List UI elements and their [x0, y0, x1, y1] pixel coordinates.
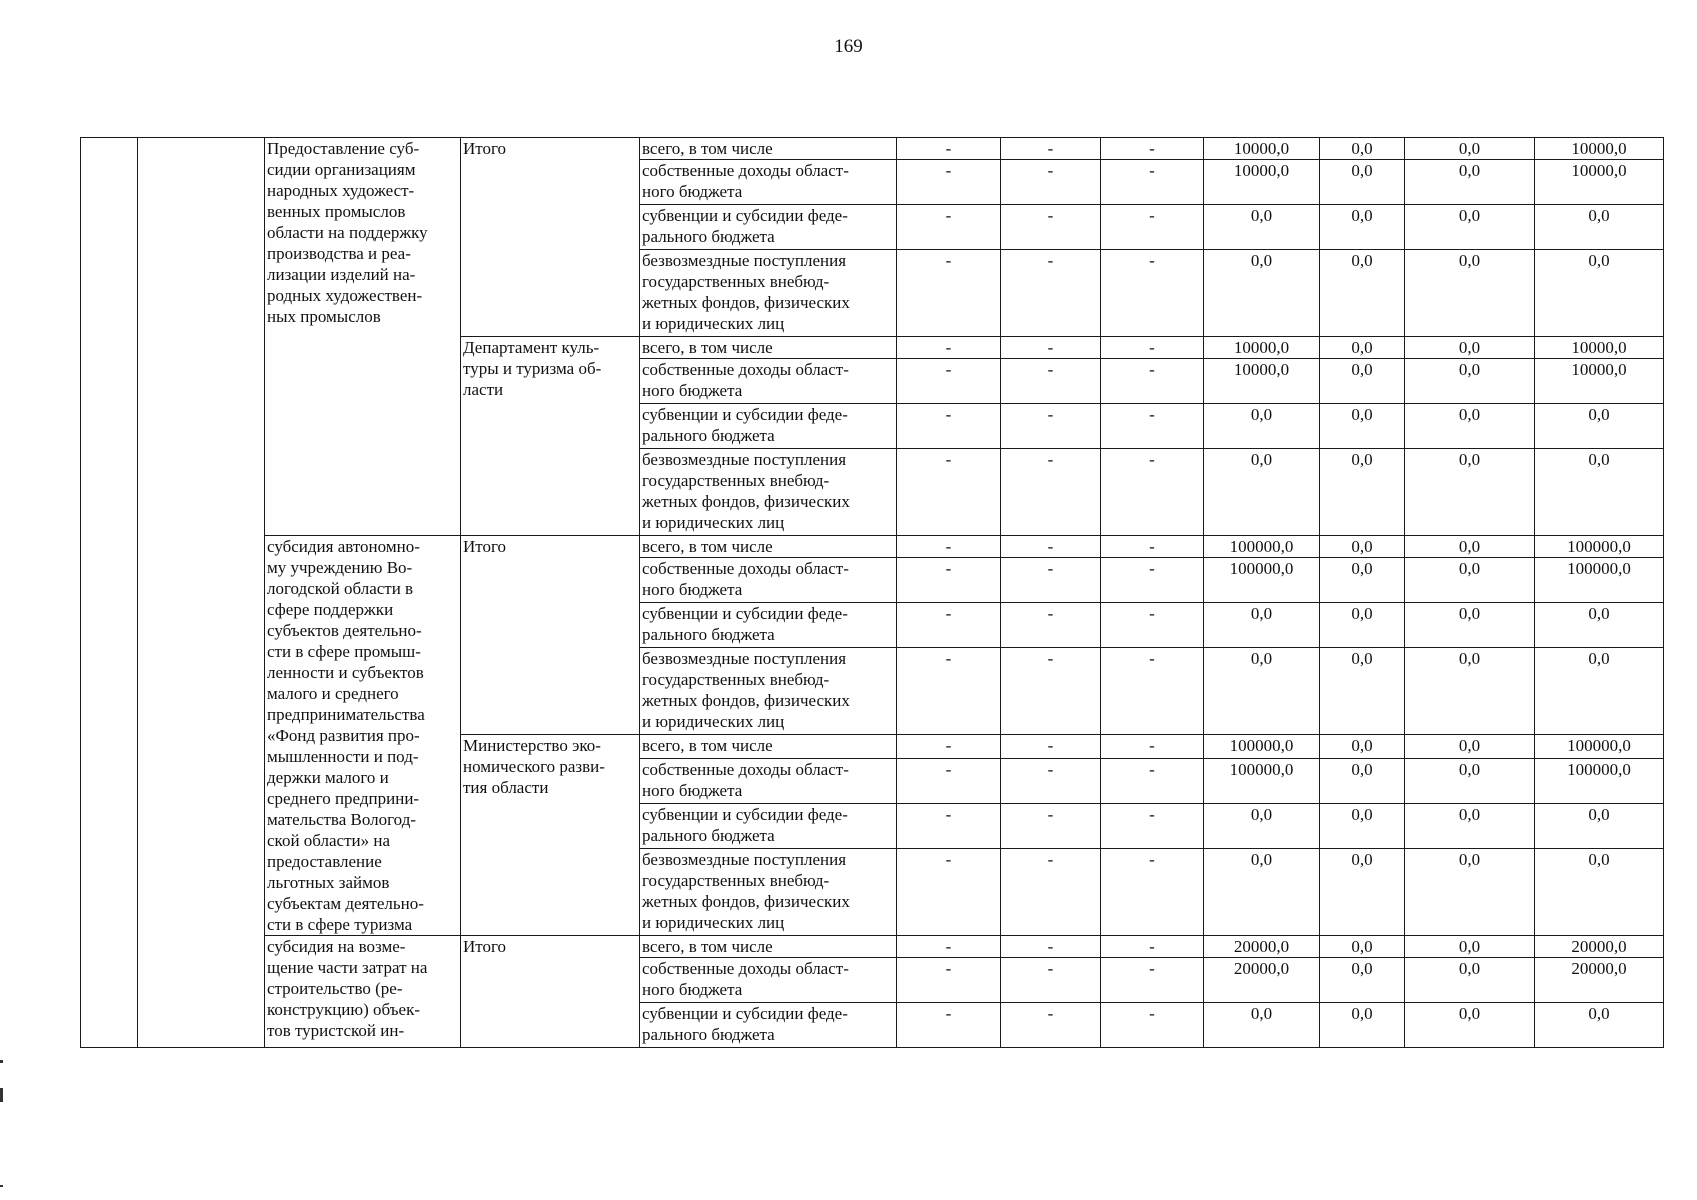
amount-cell: 0,0 — [1320, 759, 1405, 804]
empty-value-dash: - — [1001, 1003, 1101, 1048]
empty-value-dash: - — [1101, 804, 1204, 849]
empty-value-dash: - — [897, 160, 1001, 205]
amount-cell: 0,0 — [1535, 449, 1664, 536]
amount-cell: 0,0 — [1405, 759, 1535, 804]
amount-cell: 100000,0 — [1204, 735, 1320, 759]
empty-value-dash: - — [1001, 404, 1101, 449]
amount-cell: 0,0 — [1405, 1003, 1535, 1048]
number-cell — [81, 138, 138, 1048]
amount-cell: 0,0 — [1405, 138, 1535, 160]
code-cell — [138, 138, 265, 1048]
empty-value-dash: - — [897, 404, 1001, 449]
empty-value-dash: - — [1101, 449, 1204, 536]
funding-source: субвенции и субсидии феде- рального бюджета — [640, 804, 897, 849]
empty-value-dash: - — [897, 250, 1001, 337]
amount-cell: 0,0 — [1320, 160, 1405, 205]
amount-cell: 0,0 — [1204, 205, 1320, 250]
amount-cell: 0,0 — [1320, 536, 1405, 558]
amount-cell: 100000,0 — [1535, 759, 1664, 804]
amount-cell: 0,0 — [1405, 936, 1535, 958]
amount-cell: 10000,0 — [1204, 160, 1320, 205]
amount-cell: 0,0 — [1320, 449, 1405, 536]
amount-cell: 0,0 — [1204, 603, 1320, 648]
empty-value-dash: - — [897, 449, 1001, 536]
amount-cell: 0,0 — [1405, 603, 1535, 648]
empty-value-dash: - — [1001, 337, 1101, 359]
amount-cell: 0,0 — [1405, 536, 1535, 558]
empty-value-dash: - — [1101, 160, 1204, 205]
amount-cell: 0,0 — [1405, 359, 1535, 404]
amount-cell: 0,0 — [1405, 804, 1535, 849]
funding-source: всего, в том числе — [640, 936, 897, 958]
amount-cell: 0,0 — [1320, 603, 1405, 648]
empty-value-dash: - — [1101, 603, 1204, 648]
empty-value-dash: - — [1101, 359, 1204, 404]
amount-cell: 100000,0 — [1204, 759, 1320, 804]
amount-cell: 0,0 — [1535, 205, 1664, 250]
empty-value-dash: - — [1001, 449, 1101, 536]
amount-cell: 0,0 — [1405, 205, 1535, 250]
table-row — [81, 138, 1664, 160]
amount-cell: 100000,0 — [1535, 558, 1664, 603]
scan-edge-mark — [0, 1185, 3, 1187]
executor-name: Департамент куль- туры и туризма об- ласти — [461, 337, 640, 536]
amount-cell: 20000,0 — [1204, 936, 1320, 958]
amount-cell: 0,0 — [1535, 849, 1664, 936]
amount-cell: 0,0 — [1535, 250, 1664, 337]
page-number: 169 — [834, 36, 863, 57]
amount-cell: 10000,0 — [1535, 160, 1664, 205]
empty-value-dash: - — [1101, 250, 1204, 337]
funding-source: собственные доходы област- ного бюджета — [640, 958, 897, 1003]
funding-source: всего, в том числе — [640, 337, 897, 359]
funding-source: собственные доходы област- ного бюджета — [640, 558, 897, 603]
amount-cell: 0,0 — [1405, 648, 1535, 735]
amount-cell: 0,0 — [1320, 849, 1405, 936]
amount-cell: 10000,0 — [1535, 138, 1664, 160]
amount-cell: 100000,0 — [1204, 536, 1320, 558]
empty-value-dash: - — [1001, 138, 1101, 160]
amount-cell: 0,0 — [1320, 205, 1405, 250]
funding-source: безвозмездные поступления государственных внебюд- жетных фондов, физических и юридических лиц — [640, 849, 897, 936]
amount-cell: 0,0 — [1405, 735, 1535, 759]
empty-value-dash: - — [1001, 936, 1101, 958]
amount-cell: 0,0 — [1204, 449, 1320, 536]
amount-cell: 0,0 — [1405, 449, 1535, 536]
scan-edge-mark — [0, 1060, 3, 1063]
table-row — [81, 936, 1664, 958]
empty-value-dash: - — [897, 936, 1001, 958]
amount-cell: 0,0 — [1405, 250, 1535, 337]
amount-cell: 100000,0 — [1535, 735, 1664, 759]
amount-cell: 0,0 — [1320, 648, 1405, 735]
empty-value-dash: - — [1101, 205, 1204, 250]
empty-value-dash: - — [897, 603, 1001, 648]
empty-value-dash: - — [1101, 536, 1204, 558]
amount-cell: 0,0 — [1204, 404, 1320, 449]
amount-cell: 0,0 — [1320, 735, 1405, 759]
empty-value-dash: - — [897, 648, 1001, 735]
amount-cell: 10000,0 — [1535, 337, 1664, 359]
funding-source: всего, в том числе — [640, 735, 897, 759]
amount-cell: 0,0 — [1405, 337, 1535, 359]
amount-cell: 100000,0 — [1204, 558, 1320, 603]
empty-value-dash: - — [1101, 936, 1204, 958]
amount-cell: 0,0 — [1320, 359, 1405, 404]
amount-cell: 0,0 — [1405, 558, 1535, 603]
amount-cell: 0,0 — [1405, 404, 1535, 449]
table-row — [81, 536, 1664, 558]
empty-value-dash: - — [1001, 160, 1101, 205]
amount-cell: 0,0 — [1204, 1003, 1320, 1048]
amount-cell: 10000,0 — [1204, 138, 1320, 160]
empty-value-dash: - — [1001, 558, 1101, 603]
budget-table — [80, 137, 1664, 1048]
empty-value-dash: - — [1001, 759, 1101, 804]
empty-value-dash: - — [897, 359, 1001, 404]
empty-value-dash: - — [1101, 138, 1204, 160]
funding-source: всего, в том числе — [640, 536, 897, 558]
empty-value-dash: - — [1101, 1003, 1204, 1048]
executor-name: Итого — [461, 536, 640, 735]
empty-value-dash: - — [1101, 849, 1204, 936]
amount-cell: 0,0 — [1320, 1003, 1405, 1048]
measure-name: субсидия на возме- щение части затрат на строительство (ре- конструкцию) объек- тов туристской ин- — [265, 936, 461, 1048]
amount-cell: 0,0 — [1320, 936, 1405, 958]
amount-cell: 10000,0 — [1204, 337, 1320, 359]
funding-source: безвозмездные поступления государственных внебюд- жетных фондов, физических и юридических лиц — [640, 449, 897, 536]
empty-value-dash: - — [1001, 648, 1101, 735]
empty-value-dash: - — [1101, 759, 1204, 804]
table-body — [81, 138, 1664, 1048]
empty-value-dash: - — [1001, 958, 1101, 1003]
empty-value-dash: - — [897, 536, 1001, 558]
amount-cell: 0,0 — [1405, 160, 1535, 205]
amount-cell: 0,0 — [1320, 958, 1405, 1003]
empty-value-dash: - — [1001, 603, 1101, 648]
funding-source: субвенции и субсидии феде- рального бюджета — [640, 1003, 897, 1048]
amount-cell: 0,0 — [1405, 849, 1535, 936]
amount-cell: 0,0 — [1535, 1003, 1664, 1048]
empty-value-dash: - — [1001, 849, 1101, 936]
measure-name: субсидия автономно- му учреждению Во- логодской области в сфере поддержки субъектов деятельно- сти в сфере промыш- ленности и субъектов малого и среднего предпринимательства «Фонд развития про- мышленности и под- держки малого и среднего предприни- мательства Вологод- ской области» на предоставление льготных займов субъектам деятельно- сти в сфере туризма — [265, 536, 461, 936]
amount-cell: 0,0 — [1535, 603, 1664, 648]
empty-value-dash: - — [1001, 205, 1101, 250]
amount-cell: 0,0 — [1204, 849, 1320, 936]
empty-value-dash: - — [1001, 735, 1101, 759]
empty-value-dash: - — [1001, 359, 1101, 404]
amount-cell: 0,0 — [1535, 648, 1664, 735]
amount-cell: 20000,0 — [1204, 958, 1320, 1003]
empty-value-dash: - — [1001, 804, 1101, 849]
empty-value-dash: - — [1001, 250, 1101, 337]
amount-cell: 20000,0 — [1535, 958, 1664, 1003]
amount-cell: 0,0 — [1405, 958, 1535, 1003]
empty-value-dash: - — [897, 138, 1001, 160]
empty-value-dash: - — [1101, 648, 1204, 735]
empty-value-dash: - — [897, 849, 1001, 936]
empty-value-dash: - — [897, 558, 1001, 603]
funding-source: безвозмездные поступления государственных внебюд- жетных фондов, физических и юридических лиц — [640, 250, 897, 337]
amount-cell: 0,0 — [1320, 138, 1405, 160]
empty-value-dash: - — [1101, 958, 1204, 1003]
funding-source: собственные доходы област- ного бюджета — [640, 759, 897, 804]
amount-cell: 0,0 — [1320, 804, 1405, 849]
amount-cell: 0,0 — [1320, 404, 1405, 449]
funding-source: субвенции и субсидии феде- рального бюджета — [640, 603, 897, 648]
amount-cell: 0,0 — [1204, 648, 1320, 735]
amount-cell: 0,0 — [1320, 250, 1405, 337]
empty-value-dash: - — [897, 958, 1001, 1003]
empty-value-dash: - — [1101, 558, 1204, 603]
funding-source: всего, в том числе — [640, 138, 897, 160]
funding-source: безвозмездные поступления государственных внебюд- жетных фондов, физических и юридических лиц — [640, 648, 897, 735]
scan-edge-mark — [0, 1088, 3, 1102]
empty-value-dash: - — [897, 735, 1001, 759]
amount-cell: 0,0 — [1535, 804, 1664, 849]
amount-cell: 0,0 — [1320, 337, 1405, 359]
empty-value-dash: - — [897, 205, 1001, 250]
empty-value-dash: - — [897, 804, 1001, 849]
funding-source: субвенции и субсидии феде- рального бюджета — [640, 404, 897, 449]
amount-cell: 20000,0 — [1535, 936, 1664, 958]
amount-cell: 0,0 — [1204, 250, 1320, 337]
amount-cell: 0,0 — [1204, 804, 1320, 849]
executor-name: Итого — [461, 138, 640, 337]
funding-source: субвенции и субсидии феде- рального бюджета — [640, 205, 897, 250]
funding-source: собственные доходы област- ного бюджета — [640, 160, 897, 205]
amount-cell: 100000,0 — [1535, 536, 1664, 558]
amount-cell: 0,0 — [1320, 558, 1405, 603]
funding-source: собственные доходы област- ного бюджета — [640, 359, 897, 404]
empty-value-dash: - — [1101, 735, 1204, 759]
empty-value-dash: - — [897, 1003, 1001, 1048]
empty-value-dash: - — [1101, 404, 1204, 449]
measure-name: Предоставление суб- сидии организациям народных художест- венных промыслов области на поддержку производства и реа- лизации изделий на- родных художествен- ных промыслов — [265, 138, 461, 536]
empty-value-dash: - — [1101, 337, 1204, 359]
empty-value-dash: - — [1001, 536, 1101, 558]
amount-cell: 10000,0 — [1535, 359, 1664, 404]
amount-cell: 0,0 — [1535, 404, 1664, 449]
empty-value-dash: - — [897, 759, 1001, 804]
executor-name: Министерство эко- номического разви- тия области — [461, 735, 640, 936]
executor-name: Итого — [461, 936, 640, 1048]
amount-cell: 10000,0 — [1204, 359, 1320, 404]
empty-value-dash: - — [897, 337, 1001, 359]
